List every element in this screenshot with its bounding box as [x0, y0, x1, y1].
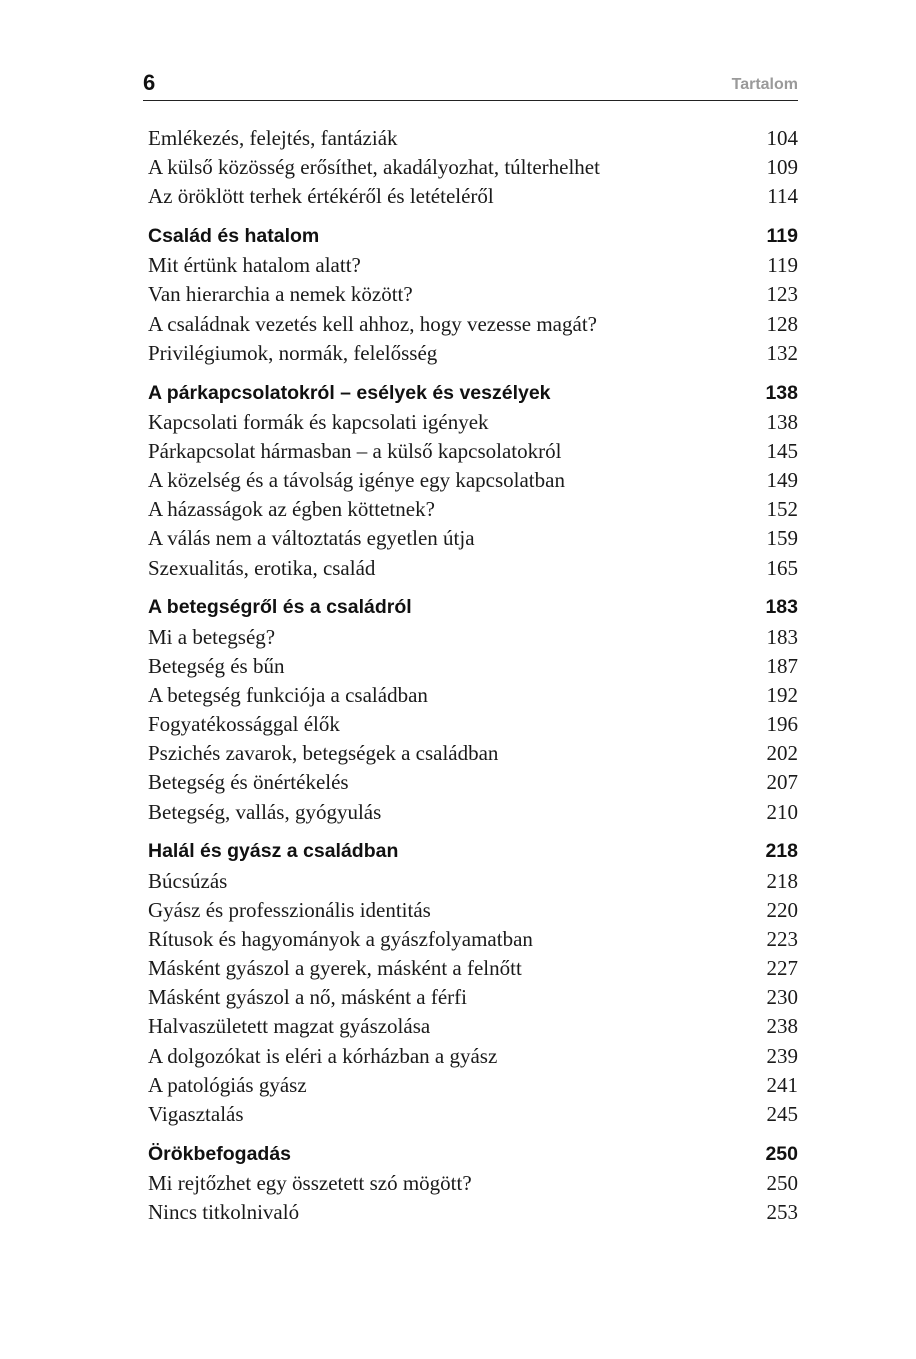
- toc-page-number: 119: [767, 253, 798, 278]
- toc-entry: [148, 466, 798, 495]
- toc-entry: [148, 798, 798, 827]
- toc-page-number: 128: [766, 311, 798, 336]
- toc-entry: [148, 251, 798, 280]
- toc-page-number: 138: [765, 381, 798, 404]
- toc-page-number: 227: [766, 956, 798, 981]
- toc-entry: [148, 524, 798, 553]
- toc-entry-title: Nincs titkolnivaló: [148, 1200, 300, 1225]
- toc-page-number: 210: [766, 799, 798, 824]
- toc-entry: [148, 280, 798, 309]
- toc-entry: [148, 896, 798, 925]
- toc-section-heading: [148, 1140, 798, 1169]
- toc-entry-title: Betegség és bűn: [148, 653, 285, 678]
- toc-page-number: 223: [766, 926, 798, 951]
- toc-page-number: 183: [765, 596, 798, 619]
- toc-section-title: A párkapcsolatokról – esélyek és veszélyek: [148, 381, 551, 404]
- toc-entry-title: Másként gyászol a nő, másként a férfi: [148, 985, 467, 1010]
- toc-section-title: Család és hatalom: [148, 225, 320, 248]
- toc-page-number: 187: [766, 653, 798, 678]
- toc-page-number: 218: [765, 840, 798, 863]
- toc-entry-title: A patológiás gyász: [148, 1072, 307, 1097]
- toc-entry: [148, 1198, 798, 1227]
- toc-section-heading: [148, 379, 798, 408]
- toc-entry: [148, 495, 798, 524]
- toc-section-title: Örökbefogadás: [148, 1142, 292, 1165]
- toc-page-number: 238: [766, 1014, 798, 1039]
- toc-entry-title: Szexualitás, erotika, család: [148, 555, 376, 580]
- toc-page-number: 145: [766, 438, 798, 463]
- toc-entry-title: Az öröklött terhek értékéről és letételéről: [148, 184, 494, 209]
- toc-entry: [148, 925, 798, 954]
- toc-entry: [148, 1042, 798, 1071]
- toc-entry: [148, 124, 798, 153]
- toc-entry-title: Kapcsolati formák és kapcsolati igények: [148, 409, 489, 434]
- toc-entry-title: A válás nem a változtatás egyetlen útja: [148, 526, 475, 551]
- toc-entry-title: Pszichés zavarok, betegségek a családban: [148, 741, 499, 766]
- page-number: 6: [143, 70, 156, 95]
- toc-section-heading: [148, 593, 798, 622]
- toc-entry-title: Emlékezés, felejtés, fantáziák: [148, 126, 398, 150]
- toc-entry: [148, 1100, 798, 1129]
- toc-entry: [148, 1071, 798, 1100]
- toc-entry-title: Mit értünk hatalom alatt?: [148, 253, 361, 278]
- toc-entry-title: Rítusok és hagyományok a gyászfolyamatban: [148, 926, 533, 951]
- toc-entry: [148, 1012, 798, 1041]
- toc-entry-title: Betegség és önértékelés: [148, 770, 349, 795]
- toc-entry: [148, 768, 798, 797]
- toc-page-number: 192: [766, 682, 798, 707]
- toc-entry: [148, 1169, 798, 1198]
- toc-entry: [148, 310, 798, 339]
- toc-entry-title: Búcsúzás: [148, 868, 228, 893]
- toc-entry-title: A családnak vezetés kell ahhoz, hogy vezesse magát?: [148, 311, 597, 336]
- toc-entry-title: Mi a betegség?: [148, 624, 276, 649]
- toc-entry: [148, 954, 798, 983]
- toc-entry: [148, 408, 798, 437]
- toc-entry-title: A betegség funkciója a családban: [148, 682, 428, 707]
- toc-entry-title: A közelség és a távolság igénye egy kapcsolatban: [148, 468, 565, 493]
- toc-page-number: 220: [766, 897, 798, 922]
- toc-page-number: 202: [766, 741, 798, 766]
- toc-page-number: 159: [766, 526, 798, 551]
- toc-page-number: 109: [766, 155, 798, 180]
- toc-page-number: 218: [766, 868, 798, 893]
- toc-section-title: A betegségről és a családról: [148, 596, 412, 619]
- toc-entry-title: Gyász és professzionális identitás: [148, 897, 431, 922]
- toc-entry-title: A külső közösség erősíthet, akadályozhat, túlterhelhet: [148, 155, 600, 180]
- toc-page-number: 165: [766, 555, 798, 580]
- toc-page-number: 241: [766, 1072, 798, 1097]
- toc-entry: [148, 983, 798, 1012]
- toc-entry-title: Vigasztalás: [148, 1102, 244, 1126]
- toc-entry: [148, 623, 798, 652]
- toc-page-number: 239: [766, 1043, 798, 1068]
- toc-entry: [148, 554, 798, 583]
- running-title: Tartalom: [731, 76, 798, 93]
- toc-entry: [148, 153, 798, 182]
- toc-entry: [148, 437, 798, 466]
- table-of-contents: [148, 124, 798, 1227]
- toc-entry: [148, 739, 798, 768]
- toc-entry: [148, 182, 798, 211]
- toc-entry: [148, 710, 798, 739]
- toc-section-title: Halál és gyász a családban: [148, 840, 399, 863]
- toc-page-number: 152: [766, 497, 798, 522]
- toc-section-heading: [148, 837, 798, 866]
- toc-entry: [148, 339, 798, 368]
- toc-page-number: 114: [767, 184, 798, 209]
- toc-entry-title: A házasságok az égben köttetnek?: [148, 497, 435, 522]
- toc-entry-title: A dolgozókat is eléri a kórházban a gyász: [148, 1043, 498, 1068]
- toc-page-number: 245: [766, 1102, 798, 1126]
- toc-page-number: 207: [766, 770, 798, 795]
- toc-entry-title: Van hierarchia a nemek között?: [148, 282, 413, 307]
- toc-page-number: 104: [766, 126, 798, 150]
- toc-page-number: 230: [766, 985, 798, 1010]
- toc-entry: [148, 867, 798, 896]
- toc-entry-title: Mi rejtőzhet egy összetett szó mögött?: [148, 1170, 472, 1195]
- toc-page-number: 253: [766, 1200, 798, 1225]
- toc-entry: [148, 652, 798, 681]
- toc-page-number: 132: [766, 340, 798, 365]
- toc-page-number: 250: [766, 1170, 798, 1195]
- toc-entry-title: Párkapcsolat hármasban – a külső kapcsolatokról: [148, 438, 562, 463]
- toc-page-number: 123: [766, 282, 798, 307]
- toc-entry-title: Halvaszületett magzat gyászolása: [148, 1014, 431, 1039]
- toc-entry-title: Másként gyászol a gyerek, másként a felnőtt: [148, 956, 522, 981]
- toc-page-number: 183: [766, 624, 798, 649]
- toc-page-number: 119: [766, 225, 798, 248]
- toc-entry-title: Privilégiumok, normák, felelősség: [148, 340, 438, 365]
- toc-page-number: 149: [766, 468, 798, 493]
- toc-page-number: 250: [765, 1142, 798, 1165]
- page-header: [143, 68, 798, 101]
- toc-entry-title: Fogyatékossággal élők: [148, 712, 340, 737]
- toc-entry: [148, 681, 798, 710]
- toc-page-number: 196: [766, 712, 798, 737]
- toc-page-number: 138: [766, 409, 798, 434]
- toc-entry-title: Betegség, vallás, gyógyulás: [148, 799, 382, 824]
- toc-section-heading: [148, 222, 798, 251]
